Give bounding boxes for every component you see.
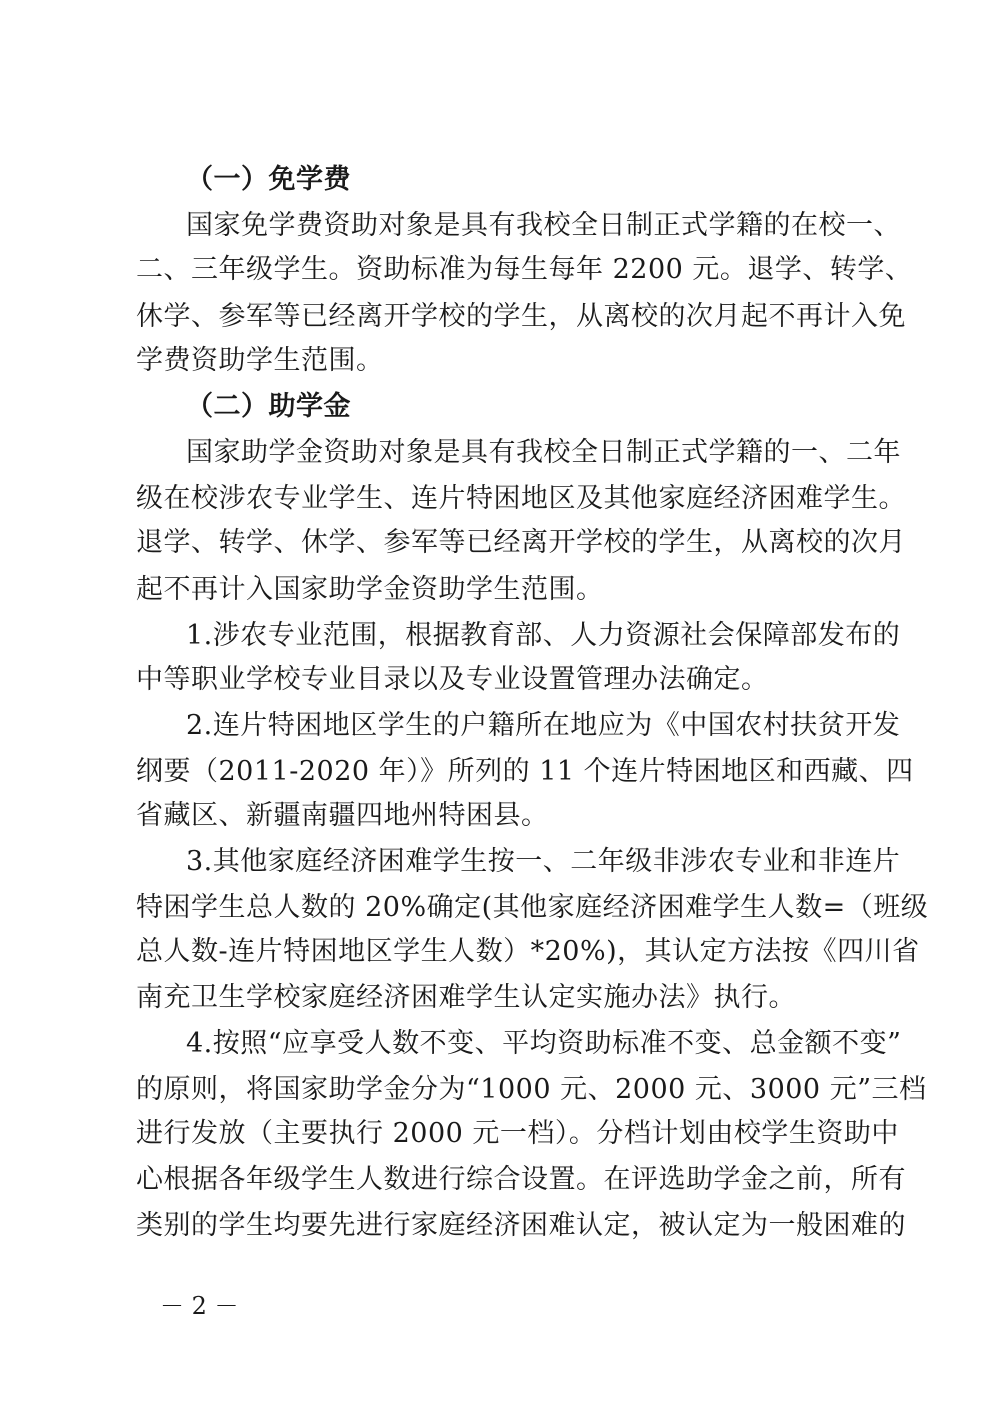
paragraph-line: 休学、参军等已经离开学校的学生，从离校的次月起不再计入免 [136,301,906,332]
section-heading: （一）免学费 [186,164,351,195]
section-heading: （二）助学金 [186,391,351,422]
paragraph-line: 的原则，将国家助学金分为“1000 元、2000 元、3000 元”三档 [136,1074,927,1105]
page-number: － 2 － [160,1292,239,1320]
paragraph-line: 南充卫生学校家庭经济困难学生认定实施办法》执行。 [136,982,796,1013]
paragraph-line: 纲要（2011-2020 年）》所列的 11 个连片特困地区和西藏、四 [136,756,914,787]
paragraph-line: 心根据各年级学生人数进行综合设置。在评选助学金之前，所有 [136,1164,906,1195]
paragraph-line: 4.按照“应享受人数不变、平均资助标准不变、总金额不变” [186,1028,902,1059]
paragraph-line: 2.连片特困地区学生的户籍所在地应为《中国农村扶贫开发 [186,710,901,741]
paragraph-line: 省藏区、新疆南疆四地州特困县。 [136,800,549,831]
paragraph-line: 3.其他家庭经济困难学生按一、二年级非涉农专业和非连片 [186,846,901,877]
paragraph-line: 类别的学生均要先进行家庭经济困难认定，被认定为一般困难的 [136,1210,906,1241]
paragraph-line: 1.涉农专业范围，根据教育部、人力资源社会保障部发布的 [186,620,901,651]
paragraph-line: 二、三年级学生。资助标准为每生每年 2200 元。退学、转学、 [136,254,913,285]
paragraph-line: 进行发放（主要执行 2000 元一档）。分档计划由校学生资助中 [136,1118,899,1149]
paragraph-line: 总人数-连片特困地区学生人数）*20%)，其认定方法按《四川省 [136,936,920,967]
paragraph-line: 学费资助学生范围。 [136,345,384,376]
paragraph-line: 特困学生总人数的 20%确定(其他家庭经济困难学生人数=（班级 [136,892,929,923]
paragraph-line: 级在校涉农专业学生、连片特困地区及其他家庭经济困难学生。 [136,483,906,514]
paragraph-line: 退学、转学、休学、参军等已经离开学校的学生，从离校的次月 [136,527,906,558]
paragraph-line: 国家免学费资助对象是具有我校全日制正式学籍的在校一、 [186,210,901,241]
paragraph-line: 起不再计入国家助学金资助学生范围。 [136,574,604,605]
paragraph-line: 中等职业学校专业目录以及专业设置管理办法确定。 [136,664,769,695]
paragraph-line: 国家助学金资助对象是具有我校全日制正式学籍的一、二年 [186,437,901,468]
